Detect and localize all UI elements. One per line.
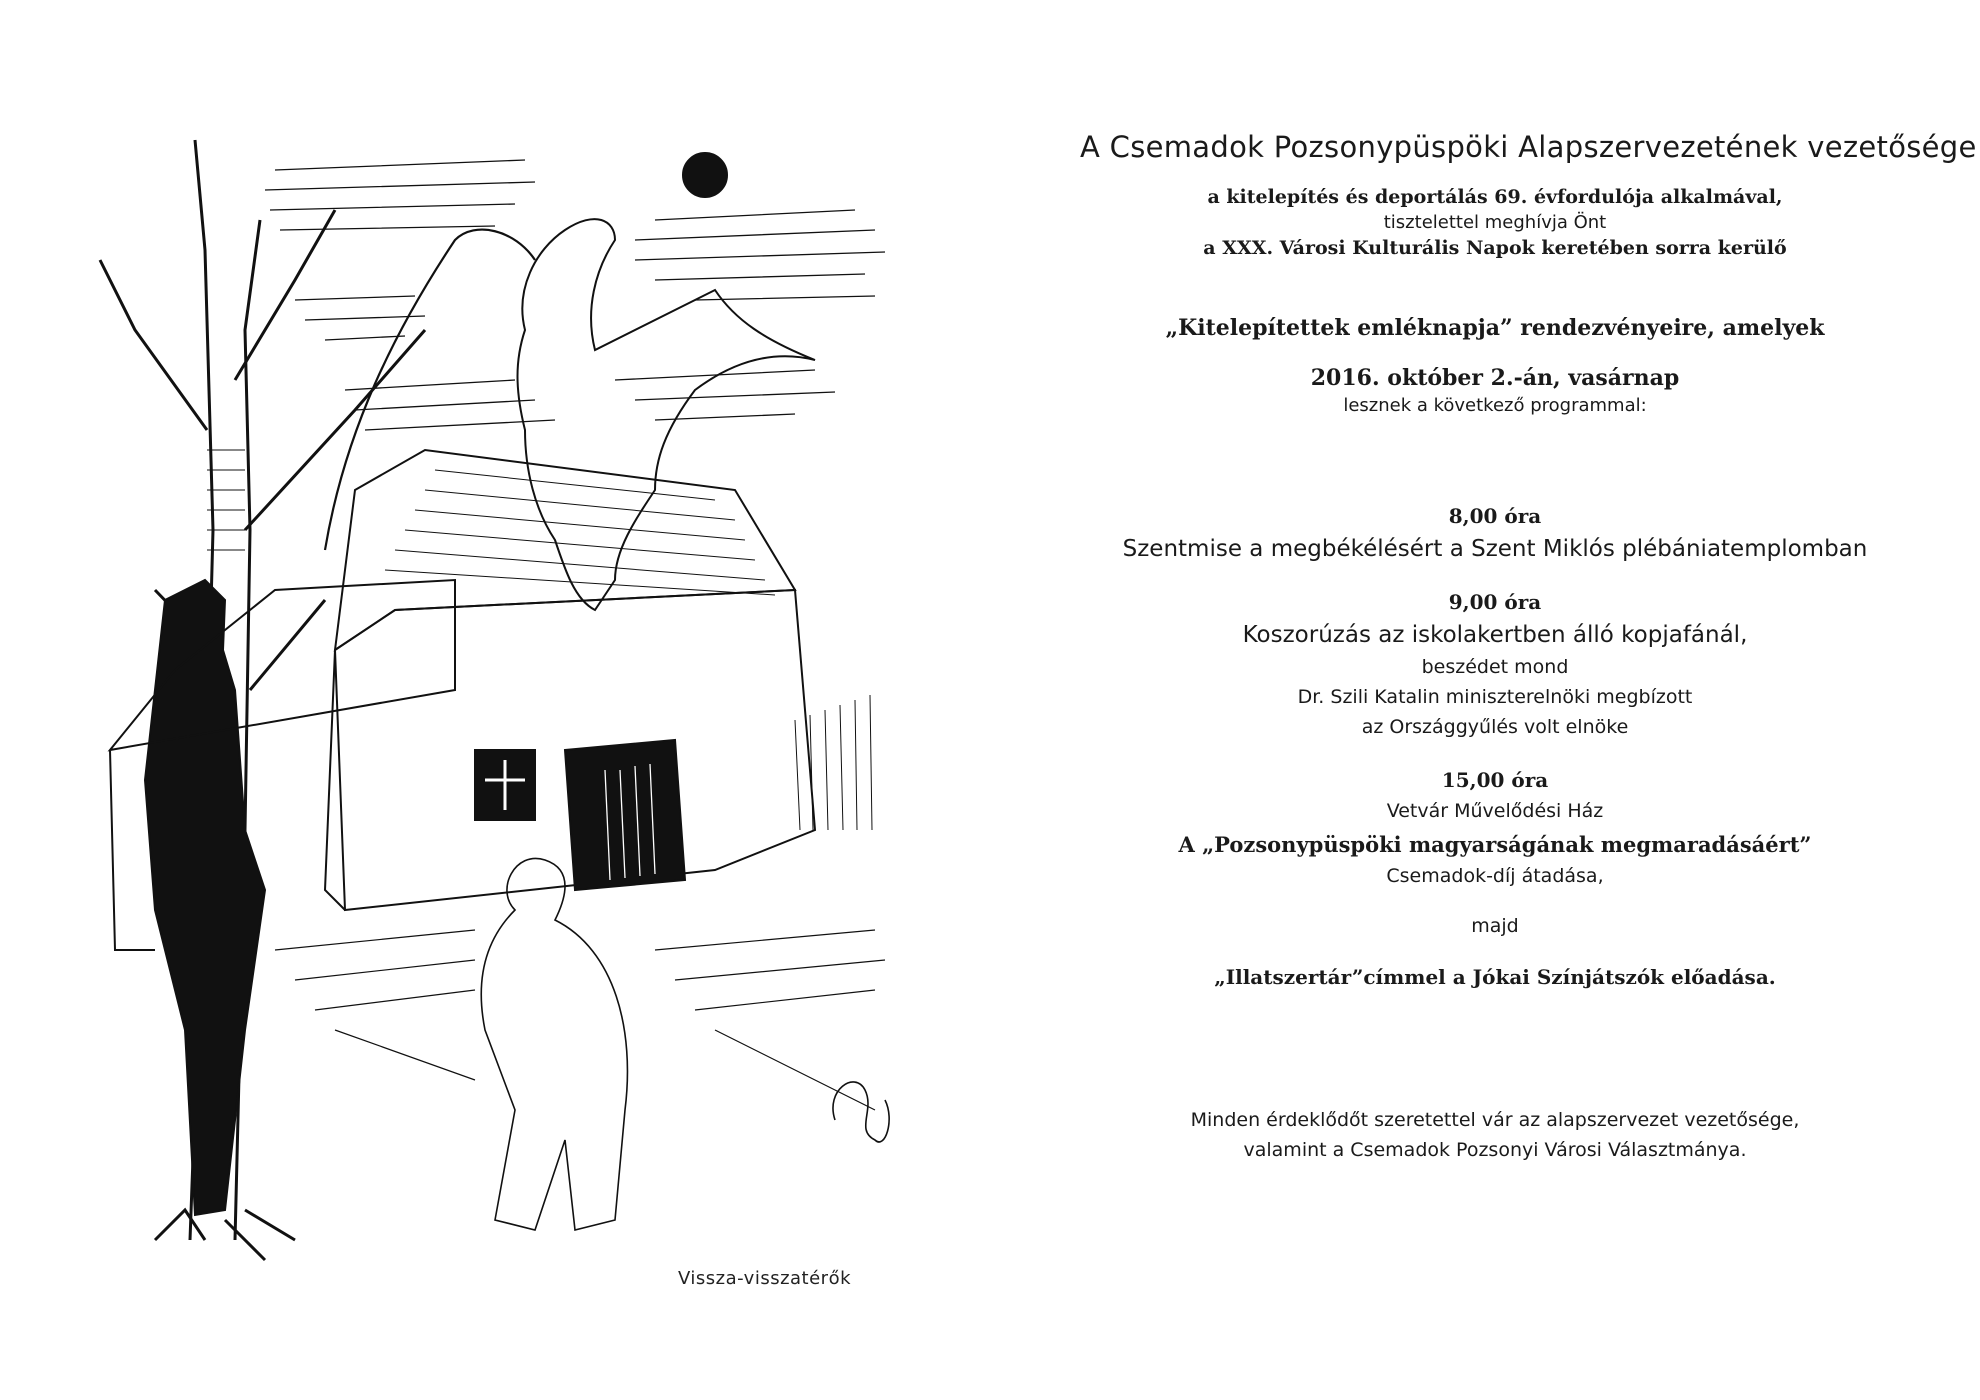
fence-lines bbox=[795, 695, 872, 830]
event-date: 2016. október 2.-án, vasárnap bbox=[1310, 365, 1680, 391]
program-3-line-3: Csemadok-díj átadása, bbox=[1386, 865, 1604, 887]
ink-drawing bbox=[95, 130, 915, 1270]
program-2-line-2: beszédet mond bbox=[1421, 656, 1569, 678]
invitation-text bbox=[1080, 130, 1977, 1161]
roof-hatching bbox=[385, 470, 775, 595]
closing-line-1: Minden érdeklődőt szeretettel vár az alapszervezet vezetősége, bbox=[1190, 1109, 1800, 1131]
program-3-line-4: majd bbox=[1471, 915, 1519, 937]
event-title: „Kitelepítettek emléknapja” rendezvényeire, amelyek bbox=[1165, 315, 1825, 341]
bare-tree bbox=[100, 140, 425, 1260]
house-roof bbox=[335, 450, 795, 650]
program-1-line-1: Szentmise a megbékélésért a Szent Miklós plébániatemplomban bbox=[1122, 536, 1868, 562]
program-time-1: 8,00 óra bbox=[1448, 504, 1542, 528]
closing-line-2: valamint a Csemadok Pozsonyi Városi Választmánya. bbox=[1243, 1139, 1747, 1161]
ground-lines bbox=[275, 930, 885, 1110]
sky-hatching bbox=[265, 160, 885, 430]
program-2-line-3: Dr. Szili Katalin miniszterelnöki megbízott bbox=[1297, 686, 1693, 708]
ghost-figure bbox=[481, 858, 627, 1230]
program-3-line-2: A „Pozsonypüspöki magyarságának megmaradásáért” bbox=[1178, 832, 1812, 857]
intro-line-1: a kitelepítés és deportálás 69. évfordulója alkalmával, bbox=[1207, 186, 1783, 208]
illustration-caption: Vissza-visszatérők bbox=[678, 1268, 852, 1289]
black-sun bbox=[683, 153, 727, 197]
program-time-3: 15,00 óra bbox=[1441, 768, 1549, 792]
invitation-heading: A Csemadok Pozsonypüspöki Alapszervezetének vezetősége bbox=[1080, 130, 1977, 164]
program-3-line-1: Vetvár Művelődési Ház bbox=[1386, 800, 1604, 822]
program-intro: lesznek a következő programmal: bbox=[1343, 395, 1647, 416]
program-2-line-4: az Országgyűlés volt elnöke bbox=[1361, 716, 1629, 738]
intro-line-3: a XXX. Városi Kulturális Napok keretében sorra kerülő bbox=[1203, 237, 1787, 259]
intro-line-2: tisztelettel meghívja Önt bbox=[1383, 212, 1607, 233]
ink-illustration bbox=[95, 130, 915, 1270]
artist-signature bbox=[833, 1082, 889, 1142]
program-2-line-1: Koszorúzás az iskolakertben álló kopjafánál, bbox=[1242, 622, 1748, 648]
program-3-line-5: „Illatszertár”címmel a Jókai Színjátszók előadása. bbox=[1214, 965, 1776, 989]
program-time-2: 9,00 óra bbox=[1448, 590, 1542, 614]
